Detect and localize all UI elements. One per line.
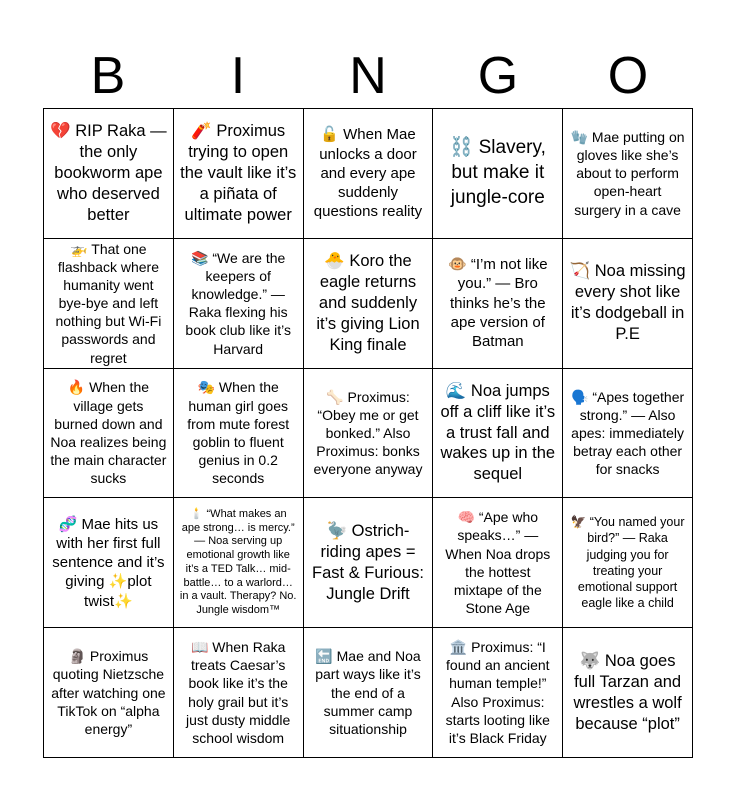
bingo-cell free[interactable] <box>304 498 434 628</box>
cell-text: 🕯️ “What makes an ape strong… is mercy.” — Noa serving up emotional growth like it’s a TED Talk… mid-battle… to a warlord… in a vault. Therapy? No. Jungle wisdom™ <box>179 507 297 617</box>
bingo-cell[interactable] <box>304 628 434 758</box>
bingo-cell[interactable] <box>304 369 434 499</box>
cell-text: 💔 RIP Raka — the only bookworm ape who deserved better <box>50 122 167 224</box>
cell-text: 🔥 When the village gets burned down and Noa realizes being the main character sucks <box>50 379 167 487</box>
bingo-cell[interactable] <box>433 498 563 628</box>
cell-text: 🔚 Mae and Noa part ways like it’s the end of a summer camp situationship <box>315 648 421 737</box>
bingo-cell[interactable] <box>563 628 693 758</box>
bingo-cell[interactable] <box>44 628 174 758</box>
cell-text: 🐣 Koro the eagle returns and suddenly it’s giving Lion King finale <box>316 251 420 354</box>
bingo-cell[interactable] <box>433 369 563 499</box>
cell-text: 🦅 “You named your bird?” — Raka judging you for treating your emotional support eagle like a child <box>570 515 685 611</box>
bingo-cell[interactable] <box>44 498 174 628</box>
bingo-cell[interactable] <box>174 239 304 369</box>
bingo-cell[interactable] <box>563 109 693 239</box>
header-letter-i: I <box>230 47 246 105</box>
bingo-cell[interactable] <box>44 239 174 369</box>
bingo-cell[interactable] <box>174 109 304 239</box>
cell-text: 🚁 That one flashback where humanity went bye-bye and left nothing but Wi-Fi passwords and regret <box>55 240 162 366</box>
bingo-cell[interactable] <box>304 109 434 239</box>
bingo-grid <box>43 108 693 758</box>
bingo-cell[interactable] <box>433 628 563 758</box>
cell-text: 🧠 “Ape who speaks…” — When Noa drops the hottest mixtape of the Stone Age <box>445 509 551 617</box>
cell-text: 🧬 Mae hits us with her first full sentence and it’s giving ✨plot twist✨ <box>52 515 165 610</box>
cell-text: 🌊 Noa jumps off a cliff like it’s a trust fall and wakes up in the sequel <box>440 381 556 484</box>
cell-text: 🗿 Proximus quoting Nietzsche after watching one TikTok on “alpha energy” <box>51 648 166 737</box>
header-letter-b: B <box>90 47 126 105</box>
cell-text: 🎭 When the human girl goes from mute forest goblin to fluent genius in 0.2 seconds <box>187 379 290 487</box>
bingo-cell[interactable] <box>433 109 563 239</box>
bingo-header <box>43 44 693 108</box>
bingo-cell[interactable] <box>44 109 174 239</box>
header-letter-o: O <box>607 47 649 105</box>
cell-text: 🦴 Proximus: “Obey me or get bonked.” Also Proximus: bonks everyone anyway <box>313 388 423 478</box>
bingo-cell[interactable] <box>174 369 304 499</box>
header-letter-n: N <box>349 47 387 105</box>
cell-text: ⛓️ Slavery, but make it jungle-core <box>449 137 546 208</box>
cell-text: 🧤 Mae putting on gloves like she’s about to perform open-heart surgery in a cave <box>570 128 685 218</box>
cell-text: 🧨 Proximus trying to open the vault like it’s a piñata of ultimate power <box>180 122 297 224</box>
bingo-cell[interactable] <box>563 369 693 499</box>
bingo-cell[interactable] <box>433 239 563 369</box>
cell-text: 📖 When Raka treats Caesar’s book like it’s the holy grail but it’s just dusty middle school wisdom <box>186 639 291 746</box>
bingo-cell[interactable] <box>44 369 174 499</box>
cell-text: 🐺 Noa goes full Tarzan and wrestles a wolf because “plot” <box>573 651 682 733</box>
cell-text: 📚 “We are the keepers of knowledge.” — Raka flexing his book club like it’s Harvard <box>185 249 291 357</box>
bingo-cell[interactable] <box>563 498 693 628</box>
bingo-cell[interactable] <box>304 239 434 369</box>
bingo-cell[interactable] <box>174 498 304 628</box>
cell-text: 🏛️ Proximus: “I found an ancient human temple!” Also Proximus: starts looting like it’s Black Friday <box>445 639 550 746</box>
bingo-cell[interactable] <box>174 628 304 758</box>
cell-text: 🏹 Noa missing every shot like it’s dodgeball in P.E <box>569 262 686 344</box>
cell-text: 🔓 When Mae unlocks a door and every ape suddenly questions reality <box>313 126 423 221</box>
header-letter-g: G <box>477 47 519 105</box>
bingo-cell[interactable] <box>563 239 693 369</box>
cell-text: 🗣️ “Apes together strong.” — Also apes: immediately betray each other for snacks <box>571 388 685 478</box>
cell-text: 🦤 Ostrich-riding apes = Fast & Furious: Jungle Drift <box>312 521 424 603</box>
cell-text: 🐵 “I’m not like you.” — Bro thinks he’s the ape version of Batman <box>448 256 548 350</box>
